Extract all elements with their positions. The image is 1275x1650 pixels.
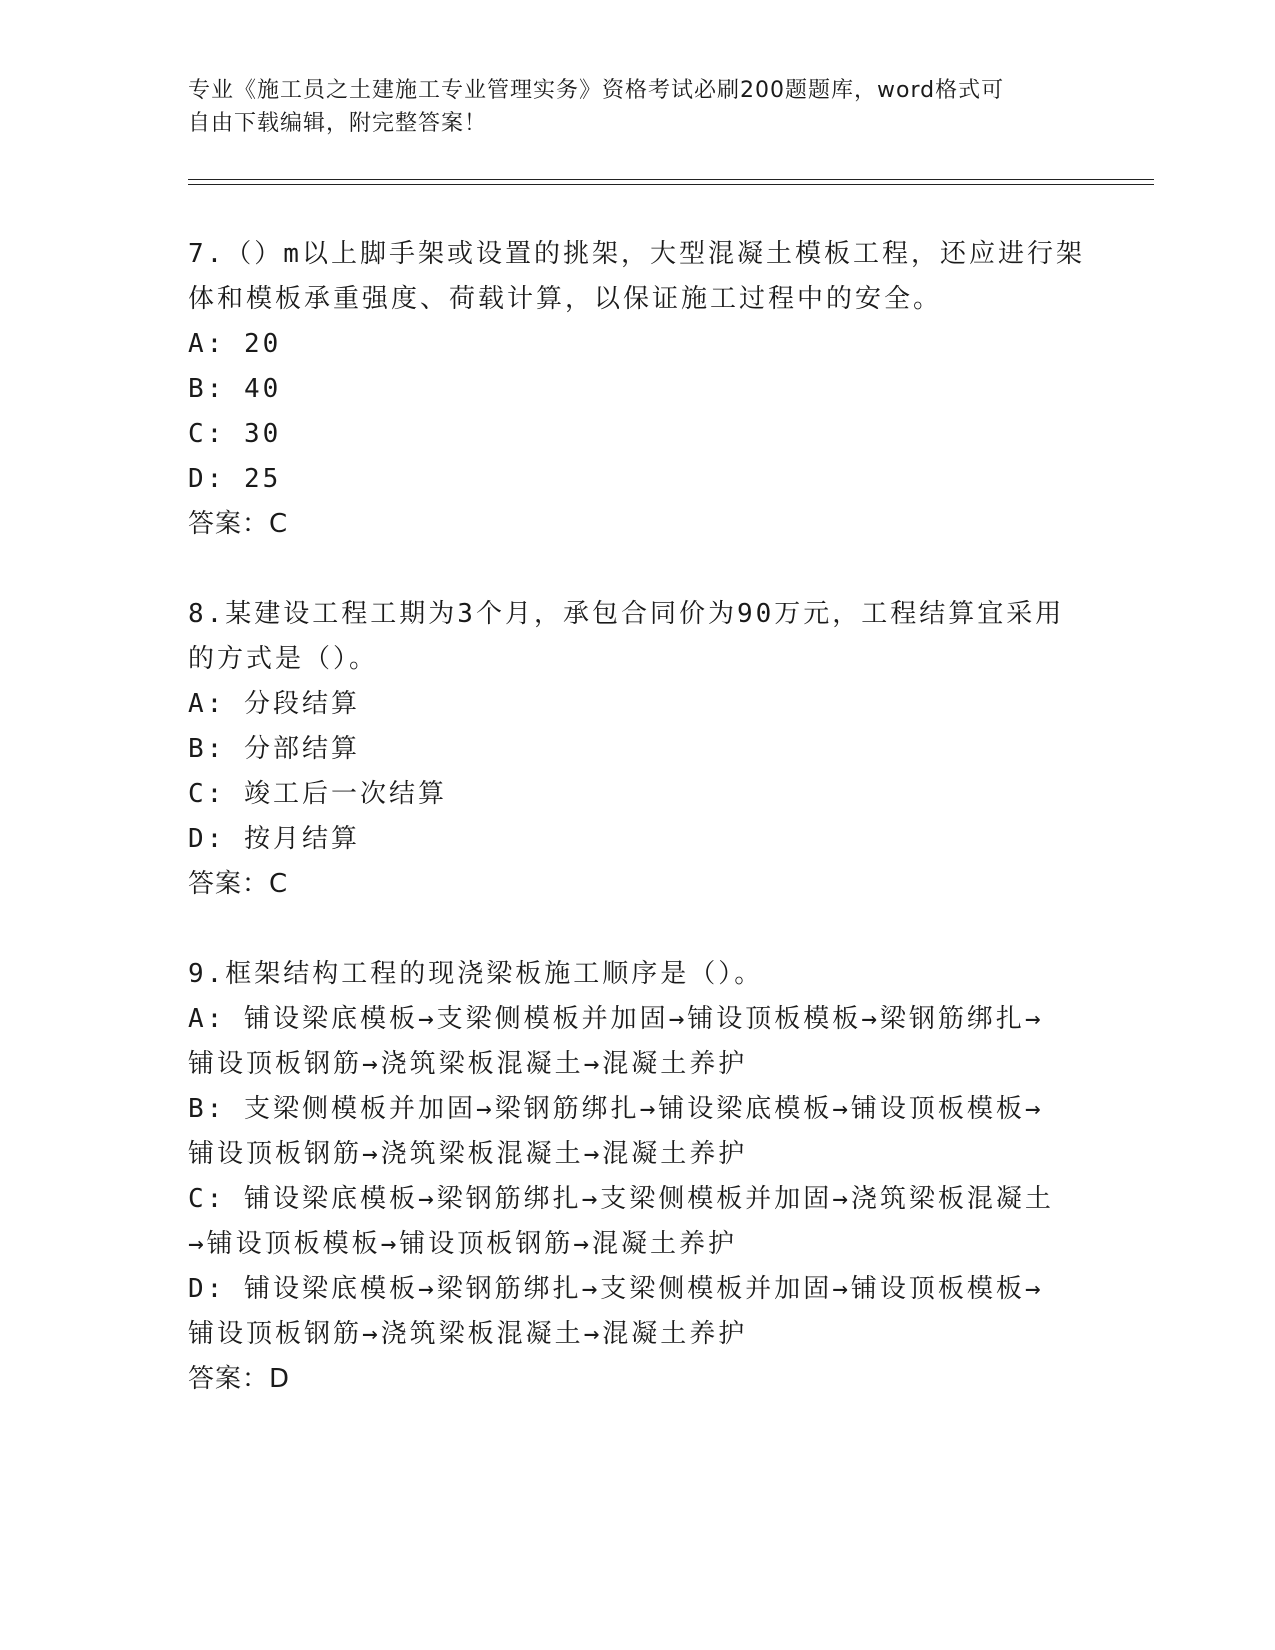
question-stem: 8.某建设工程工期为3个月，承包合同价为90万元，工程结算宜采用 — [188, 599, 1065, 629]
question-stem: 9.框架结构工程的现浇梁板施工顺序是（）。 — [188, 959, 764, 989]
answer: 答案：D — [188, 1364, 291, 1394]
option-b-continued: 铺设顶板钢筋→浇筑梁板混凝土→混凝土养护 — [188, 1139, 748, 1169]
option-b: B: 40 — [188, 374, 282, 404]
option-d-continued: 铺设顶板钢筋→浇筑梁板混凝土→混凝土养护 — [188, 1319, 748, 1349]
option-d: D: 按月结算 — [188, 824, 360, 854]
question-stem: 7.（）m以上脚手架或设置的挑架，大型混凝土模板工程，还应进行架 — [188, 239, 1085, 269]
option-c-continued: →铺设顶板模板→铺设顶板钢筋→混凝土养护 — [188, 1229, 737, 1259]
question-7 — [188, 232, 1088, 547]
question-9 — [188, 952, 1088, 1402]
option-a: A: 20 — [188, 329, 282, 359]
question-8 — [188, 592, 1088, 907]
question-stem: 体和模板承重强度、荷载计算，以保证施工过程中的安全。 — [188, 284, 943, 314]
option-c: C: 铺设梁底模板→梁钢筋绑扎→支梁侧模板并加固→浇筑梁板混凝土 — [188, 1184, 1054, 1214]
question-stem: 的方式是（）。 — [188, 644, 379, 674]
header-divider-bottom — [188, 184, 1154, 185]
option-d: D: 25 — [188, 464, 282, 494]
option-b: B: 支梁侧模板并加固→梁钢筋绑扎→铺设梁底模板→铺设顶板模板→ — [188, 1094, 1044, 1124]
option-a: A: 铺设梁底模板→支梁侧模板并加固→铺设顶板模板→梁钢筋绑扎→ — [188, 1004, 1044, 1034]
question-list — [188, 232, 1088, 1402]
option-d: D: 铺设梁底模板→梁钢筋绑扎→支梁侧模板并加固→铺设顶板模板→ — [188, 1274, 1044, 1304]
option-b: B: 分部结算 — [188, 734, 360, 764]
header-divider-top — [188, 179, 1154, 180]
option-a: A: 分段结算 — [188, 689, 360, 719]
option-c: C: 30 — [188, 419, 282, 449]
document-header — [188, 74, 1088, 140]
option-a-continued: 铺设顶板钢筋→浇筑梁板混凝土→混凝土养护 — [188, 1049, 748, 1079]
answer: 答案：C — [188, 509, 289, 539]
header-line-2: 自由下载编辑，附完整答案！ — [188, 111, 488, 136]
header-line-1: 专业《施工员之土建施工专业管理实务》资格考试必刷200题题库，word格式可 — [188, 78, 1005, 103]
answer: 答案：C — [188, 869, 289, 899]
option-c: C: 竣工后一次结算 — [188, 779, 447, 809]
